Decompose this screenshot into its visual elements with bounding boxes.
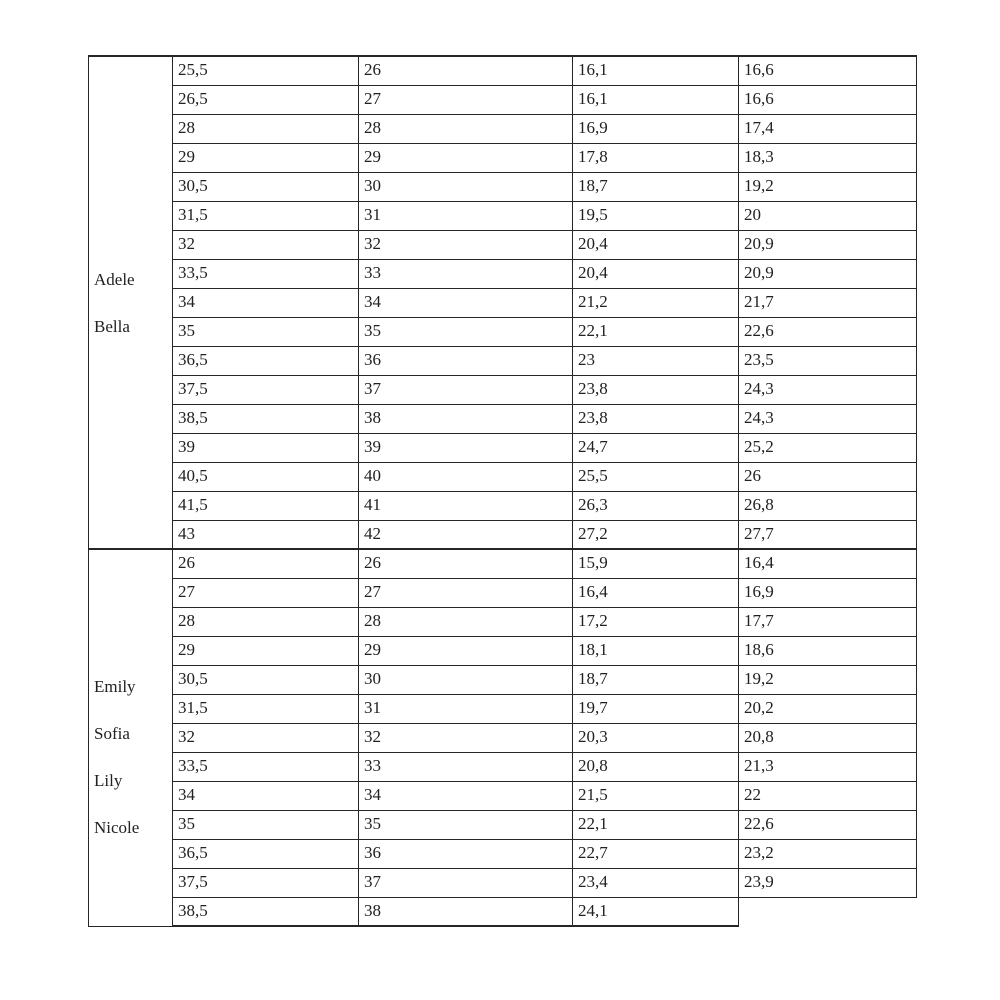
size-value-cell: 25,5: [573, 462, 739, 491]
size-value-cell: 37,5: [173, 375, 359, 404]
size-value-cell: 35: [173, 317, 359, 346]
size-value-cell: 26: [359, 56, 573, 85]
table-row: [89, 143, 917, 172]
size-value-cell: 35: [173, 810, 359, 839]
size-value-cell: 17,2: [573, 607, 739, 636]
size-value-cell: 17,4: [739, 114, 917, 143]
size-value-cell: 18,3: [739, 143, 917, 172]
size-value-cell: 24,3: [739, 404, 917, 433]
size-value-cell: 32: [173, 230, 359, 259]
size-value-cell: 16,4: [573, 578, 739, 607]
size-value-cell: 24,3: [739, 375, 917, 404]
table-row: [89, 781, 917, 810]
size-value-cell: 28: [173, 607, 359, 636]
size-value-cell: 28: [359, 114, 573, 143]
size-value-cell: 36,5: [173, 346, 359, 375]
size-value-cell: 18,6: [739, 636, 917, 665]
table-row: [89, 723, 917, 752]
size-value-cell: 26,3: [573, 491, 739, 520]
size-value-cell: 16,1: [573, 56, 739, 85]
table-row: [89, 85, 917, 114]
size-value-cell: 25,5: [173, 56, 359, 85]
size-value-cell: 20,2: [739, 694, 917, 723]
size-value-cell: 24,1: [573, 897, 739, 926]
size-value-cell: 20,4: [573, 230, 739, 259]
size-value-cell: 35: [359, 810, 573, 839]
table-row: [89, 839, 917, 868]
size-value-cell: 41: [359, 491, 573, 520]
size-value-cell: 43: [173, 520, 359, 549]
group-names-cell: [89, 549, 173, 926]
size-value-cell: 20: [739, 201, 917, 230]
table-row: [89, 317, 917, 346]
size-value-cell: 16,4: [739, 549, 917, 578]
size-value-cell: 16,6: [739, 56, 917, 85]
size-value-cell: 18,7: [573, 172, 739, 201]
size-value-cell: 34: [359, 781, 573, 810]
size-value-cell: 30: [359, 172, 573, 201]
table-row: [89, 230, 917, 259]
size-value-cell: 40: [359, 462, 573, 491]
size-value-cell: 40,5: [173, 462, 359, 491]
size-value-cell: 31: [359, 201, 573, 230]
size-value-cell: 30,5: [173, 665, 359, 694]
table-row: [89, 259, 917, 288]
size-value-cell: 33,5: [173, 752, 359, 781]
size-value-cell: 32: [173, 723, 359, 752]
size-value-cell: 20,8: [573, 752, 739, 781]
size-value-cell: 28: [173, 114, 359, 143]
size-value-cell: 23,4: [573, 868, 739, 897]
size-value-cell: 34: [359, 288, 573, 317]
table-row: [89, 404, 917, 433]
size-value-cell: 29: [359, 636, 573, 665]
size-value-cell: 15,9: [573, 549, 739, 578]
person-name: Lily: [94, 770, 123, 790]
size-value-cell: 20,9: [739, 259, 917, 288]
person-name: Nicole: [94, 817, 140, 837]
size-value-cell: 23,2: [739, 839, 917, 868]
size-value-cell: 28: [359, 607, 573, 636]
size-value-cell: 39: [173, 433, 359, 462]
size-value-cell: 17,7: [739, 607, 917, 636]
table-row: [89, 172, 917, 201]
size-value-cell: 23,8: [573, 375, 739, 404]
size-value-cell: 23,9: [739, 868, 917, 897]
size-value-cell: 26: [739, 462, 917, 491]
size-value-cell: 39: [359, 433, 573, 462]
size-value-cell: 29: [173, 636, 359, 665]
table-row: [89, 346, 917, 375]
table-row: [89, 665, 917, 694]
person-name: Emily: [94, 676, 136, 696]
table-row: [89, 520, 917, 549]
size-value-cell: 16,9: [573, 114, 739, 143]
table-body: [89, 56, 917, 926]
size-value-cell: 42: [359, 520, 573, 549]
size-value-cell: 26: [359, 549, 573, 578]
person-name: Sofia: [94, 723, 130, 743]
size-value-cell: 16,1: [573, 85, 739, 114]
table-row: [89, 868, 917, 897]
size-value-cell: 41,5: [173, 491, 359, 520]
size-value-cell: 20,9: [739, 230, 917, 259]
size-value-cell: 22: [739, 781, 917, 810]
size-value-cell: 30: [359, 665, 573, 694]
size-value-cell: 36,5: [173, 839, 359, 868]
size-value-cell: 22,1: [573, 317, 739, 346]
table-row: [89, 549, 917, 578]
table-row: [89, 375, 917, 404]
size-value-cell: 33: [359, 752, 573, 781]
size-value-cell: 26,8: [739, 491, 917, 520]
size-value-cell: 16,6: [739, 85, 917, 114]
size-value-cell: 37: [359, 868, 573, 897]
size-value-cell: 19,7: [573, 694, 739, 723]
size-value-cell: 20,3: [573, 723, 739, 752]
size-value-cell: 36: [359, 839, 573, 868]
size-value-cell: 27: [359, 578, 573, 607]
size-value-cell: 27,2: [573, 520, 739, 549]
table-row: [89, 607, 917, 636]
size-value-cell: 33: [359, 259, 573, 288]
size-value-cell: 22,7: [573, 839, 739, 868]
person-name: Adele: [94, 269, 135, 289]
table-row: [89, 897, 917, 926]
size-value-cell: 29: [173, 143, 359, 172]
size-value-cell: 22,6: [739, 810, 917, 839]
size-value-cell: 19,2: [739, 172, 917, 201]
size-value-cell: 19,2: [739, 665, 917, 694]
size-value-cell: 21,7: [739, 288, 917, 317]
size-value-cell: 38,5: [173, 897, 359, 926]
table-row: [89, 578, 917, 607]
size-value-cell: 22,1: [573, 810, 739, 839]
size-value-cell: 31: [359, 694, 573, 723]
size-value-cell: 35: [359, 317, 573, 346]
size-value-cell: 16,9: [739, 578, 917, 607]
size-value-cell: 21,2: [573, 288, 739, 317]
size-value-cell: 30,5: [173, 172, 359, 201]
table-row: [89, 288, 917, 317]
size-value-cell: 27: [359, 85, 573, 114]
size-conversion-table: [88, 55, 917, 927]
size-value-cell: 37,5: [173, 868, 359, 897]
size-value-cell: 20,4: [573, 259, 739, 288]
size-value-cell: 23,8: [573, 404, 739, 433]
size-value-cell: 36: [359, 346, 573, 375]
size-value-cell: 24,7: [573, 433, 739, 462]
size-value-cell: 29: [359, 143, 573, 172]
size-value-cell: 17,8: [573, 143, 739, 172]
table-row: [89, 201, 917, 230]
table-row: [89, 462, 917, 491]
table-row: [89, 694, 917, 723]
size-value-cell: 26,5: [173, 85, 359, 114]
size-value-cell: 31,5: [173, 694, 359, 723]
size-value-cell: 38,5: [173, 404, 359, 433]
table-row: [89, 491, 917, 520]
size-value-cell: 25,2: [739, 433, 917, 462]
size-value-cell: 34: [173, 288, 359, 317]
table-row: [89, 114, 917, 143]
size-value-cell: 38: [359, 897, 573, 926]
group-names-cell: [89, 56, 173, 549]
size-value-cell: 19,5: [573, 201, 739, 230]
table-row: [89, 810, 917, 839]
size-value-cell: 33,5: [173, 259, 359, 288]
size-value-cell: 37: [359, 375, 573, 404]
size-value-cell: 20,8: [739, 723, 917, 752]
person-name: Bella: [94, 316, 130, 336]
size-value-cell: 27,7: [739, 520, 917, 549]
size-value-cell: 27: [173, 578, 359, 607]
size-value-cell: 23,5: [739, 346, 917, 375]
size-value-cell: 31,5: [173, 201, 359, 230]
size-value-cell: 18,1: [573, 636, 739, 665]
size-value-cell: 21,3: [739, 752, 917, 781]
table-row: [89, 636, 917, 665]
size-value-cell: 38: [359, 404, 573, 433]
size-value-cell: 22,6: [739, 317, 917, 346]
size-value-cell: 34: [173, 781, 359, 810]
size-value-cell: 32: [359, 230, 573, 259]
size-value-cell: 32: [359, 723, 573, 752]
size-value-cell: 18,7: [573, 665, 739, 694]
size-value-cell: 21,5: [573, 781, 739, 810]
size-value-cell: 23: [573, 346, 739, 375]
table-row: [89, 56, 917, 85]
table-row: [89, 752, 917, 781]
table-row: [89, 433, 917, 462]
size-value-cell: 26: [173, 549, 359, 578]
